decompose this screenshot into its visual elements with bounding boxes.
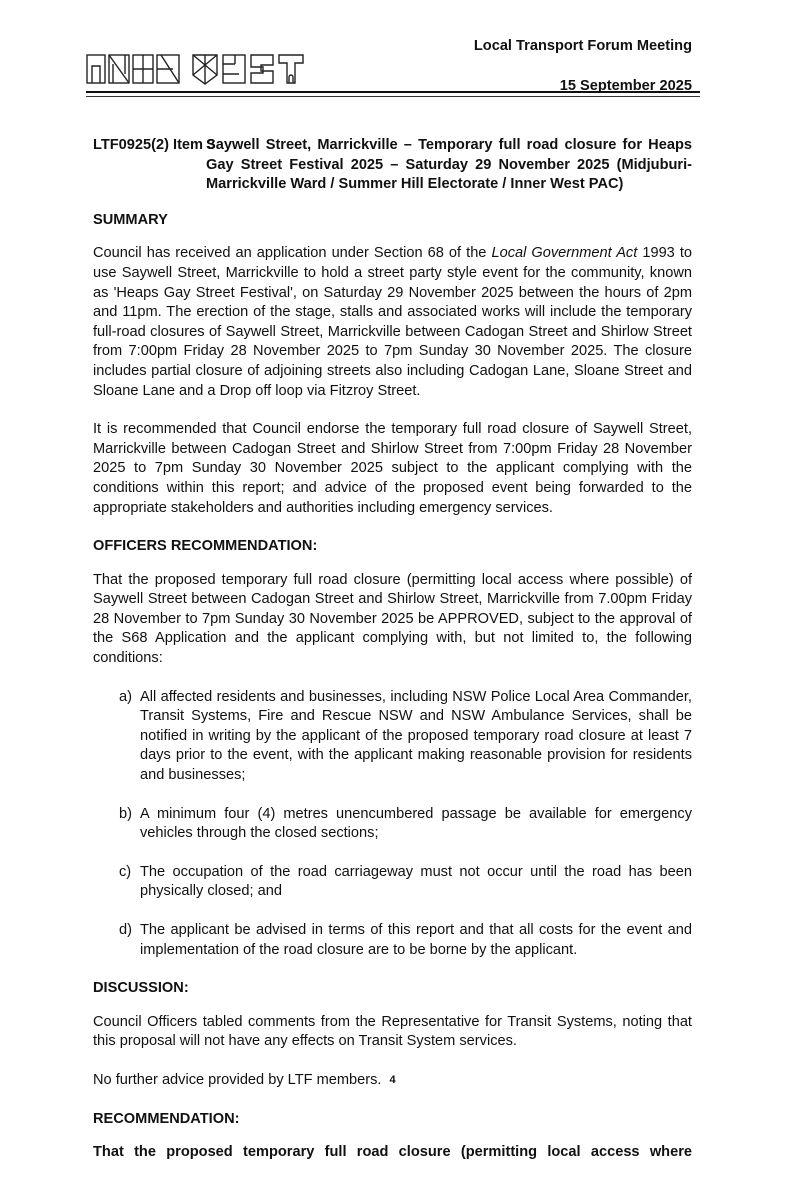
summary-text: Council has received an application under Section 68 of the (93, 245, 492, 262)
condition-label: d) (119, 922, 132, 938)
item-number: LTF0925(2) Item 3 (93, 137, 216, 153)
meeting-date: 15 September 2025 (559, 78, 692, 94)
condition-item (119, 921, 692, 960)
summary-paragraph-1 (93, 244, 692, 401)
report-body (93, 136, 692, 1182)
recommendation-text: That the proposed temporary full road closure (permitting local access where (93, 1144, 692, 1161)
meeting-title: Local Transport Forum Meeting (473, 38, 692, 54)
condition-label: a) (119, 688, 132, 705)
conditions-list (119, 688, 692, 961)
recommendation-heading: RECOMMENDATION: (93, 1110, 240, 1127)
condition-label: b) (119, 805, 132, 822)
condition-item (119, 688, 692, 786)
condition-text: A minimum four (4) metres unencumbered passage be available for emergency vehicles through the closed sections; (140, 805, 692, 842)
act-name: Local Government Act (491, 245, 638, 262)
summary-heading: SUMMARY (93, 211, 168, 228)
summary-text-cont: 1993 to use Saywell Street, Marrickville to hold a street party style event for the community, known as 'Heaps Gay Street Festival', on Saturday 29 November 2025 between the hours of 2pm and 11pm. The erection of the stage, stalls and associated works will include the temporary full-road closures of Saywell Street, Marrickville between Cadogan Street and Shirlow Street from 7:00pm Friday 28 November 2025 to 7pm Sunday 30 November 2025. The closure includes partial closure of adjoining streets also including Cadogan Lane, Sloane Street and Sloane Lane and a Drop off loop via Fitzroy Street. (93, 245, 693, 399)
item-heading (93, 136, 692, 195)
inner-west-logo (85, 52, 335, 93)
officers-recommendation-intro: That the proposed temporary full road closure (permitting local access where possible) of Saywell Street between Cadogan Street and Shirlow Street, Marrickville from 7.00pm Friday 28 November to 7pm Sunday 30 November 2025 be APPROVED, subject to the approval of the S68 Application and the applicant complying with, but not limited to, the following conditions: (93, 571, 692, 667)
item-title: Saywell Street, Marrickville – Temporary full road closure for Heaps Gay Street Festival 2025 – Saturday 29 November 2025 (Midjuburi-Marrickville Ward / Summer Hill Electorate / Inner West PAC) (206, 137, 692, 193)
discussion-paragraph-1: Council Officers tabled comments from the Representative for Transit Systems, noting that this proposal will not have any effects on Transit System services. (93, 1013, 692, 1050)
discussion-heading: DISCUSSION: (93, 980, 189, 997)
summary-paragraph-2: It is recommended that Council endorse the temporary full road closure of Saywell Street, Marrickville between Cadogan Street and Shirlow Street from 7:00pm Friday 28 November 2025 to 7pm Sunday 30 November 2025 subject to the applicant complying with the conditions within this report; and advice of the proposed event being forwarded to the appropriate stakeholders and authorities including emergency services. (93, 421, 692, 516)
page-number: 4 (389, 1074, 396, 1086)
condition-label: c) (119, 863, 132, 880)
condition-text: All affected residents and businesses, including NSW Police Local Area Commander, Transit Systems, Fire and Rescue NSW and NSW Ambulance Services, shall be notified in writing by the applicant of the proposed temporary road closure at least 7 days prior to the event, with the applicant making reasonable provision for residents and businesses; (140, 688, 692, 784)
header-divider (86, 91, 700, 97)
condition-text: The occupation of the road carriageway must not occur until the road has been physically closed; and (140, 863, 692, 900)
officers-recommendation-heading: OFFICERS RECOMMENDATION: (93, 538, 318, 555)
discussion-paragraph-2: No further advice provided by LTF members. (93, 1071, 382, 1088)
condition-item (119, 805, 692, 844)
condition-text: The applicant be advised in terms of this report and that all costs for the event and implementation of the road closure are to be borne by the applicant. (140, 922, 692, 958)
condition-item (119, 863, 692, 902)
